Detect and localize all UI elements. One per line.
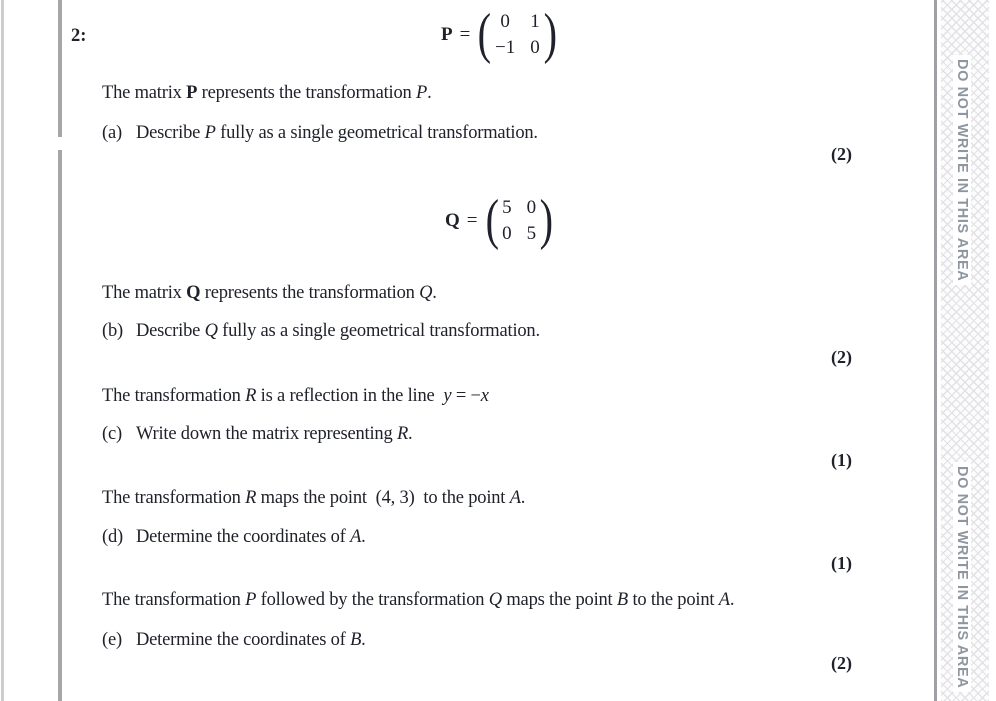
matrix-cell: 5 xyxy=(526,223,537,245)
part-a-text: Describe P fully as a single geometrical transformation. xyxy=(136,123,538,143)
part-d-text: Determine the coordinates of A. xyxy=(136,527,366,547)
matrix-cell: 0 xyxy=(500,11,510,33)
matrix-p-equation xyxy=(441,3,559,65)
marks-part-d: (1) xyxy=(831,553,852,573)
part-d xyxy=(102,528,366,547)
part-b-text: Describe Q fully as a single geometrical transformation. xyxy=(136,321,540,341)
statement-p-then-q: The transformation P followed by the transformation Q maps the point B to the point A. xyxy=(102,590,735,610)
statement-matrix-q: The matrix Q represents the transformation Q. xyxy=(102,283,437,303)
equals-sign: = xyxy=(459,24,471,46)
part-e-label: (e) xyxy=(102,630,122,650)
part-c-label: (c) xyxy=(102,424,122,444)
part-b xyxy=(102,322,540,341)
question-border-line-top xyxy=(58,0,62,137)
part-e-text: Determine the coordinates of B. xyxy=(136,630,366,650)
statement-matrix-p: The matrix P represents the transformation P. xyxy=(102,83,432,103)
question-number: 2: xyxy=(71,26,87,46)
statement-transformation-r: The transformation R is a reflection in the line y = −x xyxy=(102,386,489,406)
matrix-q-symbol: Q xyxy=(445,210,460,232)
part-e xyxy=(102,631,366,650)
matrix-cell: 0 xyxy=(502,223,512,245)
part-a-label: (a) xyxy=(102,123,122,143)
matrix-cell: −1 xyxy=(494,37,516,59)
matrix-cell: 0 xyxy=(530,37,540,59)
part-c xyxy=(102,425,412,444)
matrix-cell: 0 xyxy=(526,197,537,219)
page-left-edge xyxy=(1,0,4,701)
left-parenthesis: ( xyxy=(485,189,499,251)
part-b-label: (b) xyxy=(102,321,123,341)
statement-r-maps-point: The transformation R maps the point (4, 3) to the point A. xyxy=(102,488,526,508)
sidebar-divider-line xyxy=(934,0,937,701)
marks-part-b: (2) xyxy=(831,347,852,367)
matrix-q-entries xyxy=(502,198,536,243)
matrix-p-symbol: P xyxy=(441,24,453,46)
left-parenthesis: ( xyxy=(477,3,492,65)
right-parenthesis: ) xyxy=(539,189,554,251)
matrix-p-entries xyxy=(495,12,540,57)
right-parenthesis: ) xyxy=(543,3,557,65)
marks-part-e: (2) xyxy=(831,653,852,673)
part-c-text: Write down the matrix representing R. xyxy=(136,424,413,444)
matrix-q-equation xyxy=(445,189,556,251)
part-d-label: (d) xyxy=(102,527,123,547)
do-not-write-warning-bottom: DO NOT WRITE IN THIS AREA xyxy=(953,462,971,692)
matrix-cell: 5 xyxy=(502,197,512,219)
do-not-write-warning-top: DO NOT WRITE IN THIS AREA xyxy=(953,55,971,285)
marks-part-a: (2) xyxy=(831,144,852,164)
matrix-cell: 1 xyxy=(530,11,540,33)
marks-part-c: (1) xyxy=(831,450,852,470)
part-a xyxy=(102,124,538,143)
question-border-line-bottom xyxy=(58,150,62,701)
equals-sign: = xyxy=(466,210,478,232)
